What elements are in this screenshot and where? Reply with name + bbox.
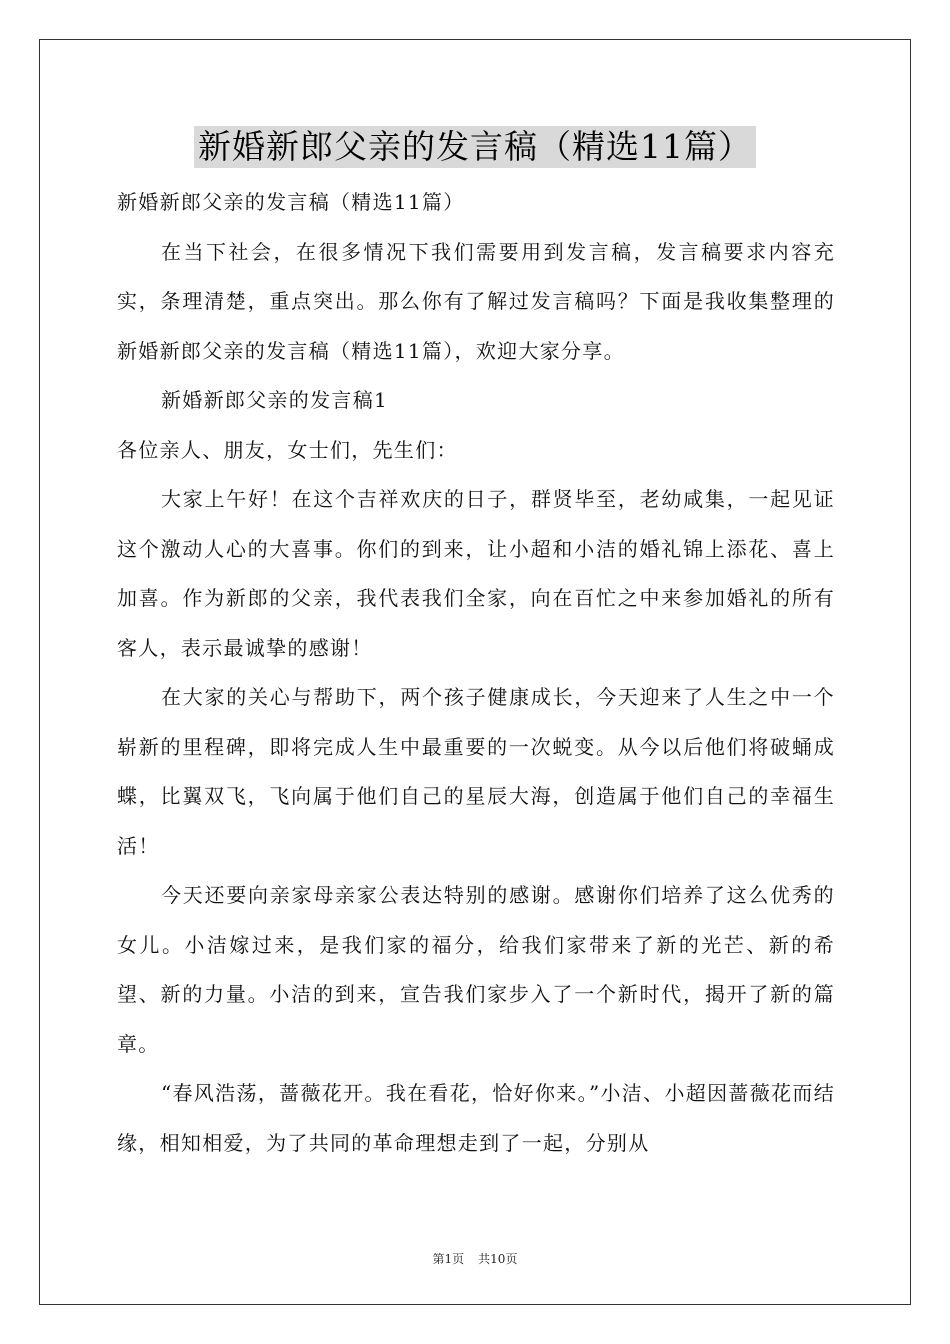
document-body [117, 178, 835, 1168]
paragraph: 大家上午好！在这个吉祥欢庆的日子，群贤毕至，老幼咸集，一起见证这个激动人心的大喜事。你们的到来，让小超和小洁的婚礼锦上添花、喜上加喜。作为新郎的父亲，我代表我们全家，向在百忙之中来参加婚礼的所有客人，表示最诚挚的感谢！ [117, 487, 835, 660]
title-container [0, 126, 950, 168]
paragraph: “春风浩荡，蔷薇花开。我在看花，恰好你来。”小洁、小超因蔷薇花而结缘，相知相爱，为了共同的革命理想走到了一起，分别从 [117, 1081, 835, 1155]
page-total: 共10页 [478, 1252, 518, 1266]
page-number: 第1页 [432, 1252, 465, 1266]
section-heading: 新婚新郎父亲的发言稿1 [161, 388, 389, 412]
paragraph: 今天还要向亲家母亲家公表达特别的感谢。感谢你们培养了这么优秀的女儿。小洁嫁过来，是我们家的福分，给我们家带来了新的光芒、新的希望、新的力量。小洁的到来，宣告我们家步入了一个新时代，揭开了新的篇章。 [117, 883, 835, 1056]
page-footer [0, 1250, 950, 1267]
document-title: 新婚新郎父亲的发言稿（精选11篇） [194, 126, 756, 168]
salutation: 各位亲人、朋友，女士们，先生们： [117, 437, 458, 462]
paragraph: 在当下社会，在很多情况下我们需要用到发言稿，发言稿要求内容充实，条理清楚，重点突出。那么你有了解过发言稿吗？下面是我收集整理的新婚新郎父亲的发言稿（精选11篇），欢迎大家分享。 [117, 239, 835, 363]
paragraph: 新婚新郎父亲的发言稿（精选11篇） [117, 190, 465, 214]
paragraph: 在大家的关心与帮助下，两个孩子健康成长，今天迎来了人生之中一个崭新的里程碑，即将完成人生中最重要的一次蜕变。从今以后他们将破蛹成蝶，比翼双飞，飞向属于他们自己的星辰大海，创造属于他们自己的幸福生活！ [117, 685, 835, 858]
